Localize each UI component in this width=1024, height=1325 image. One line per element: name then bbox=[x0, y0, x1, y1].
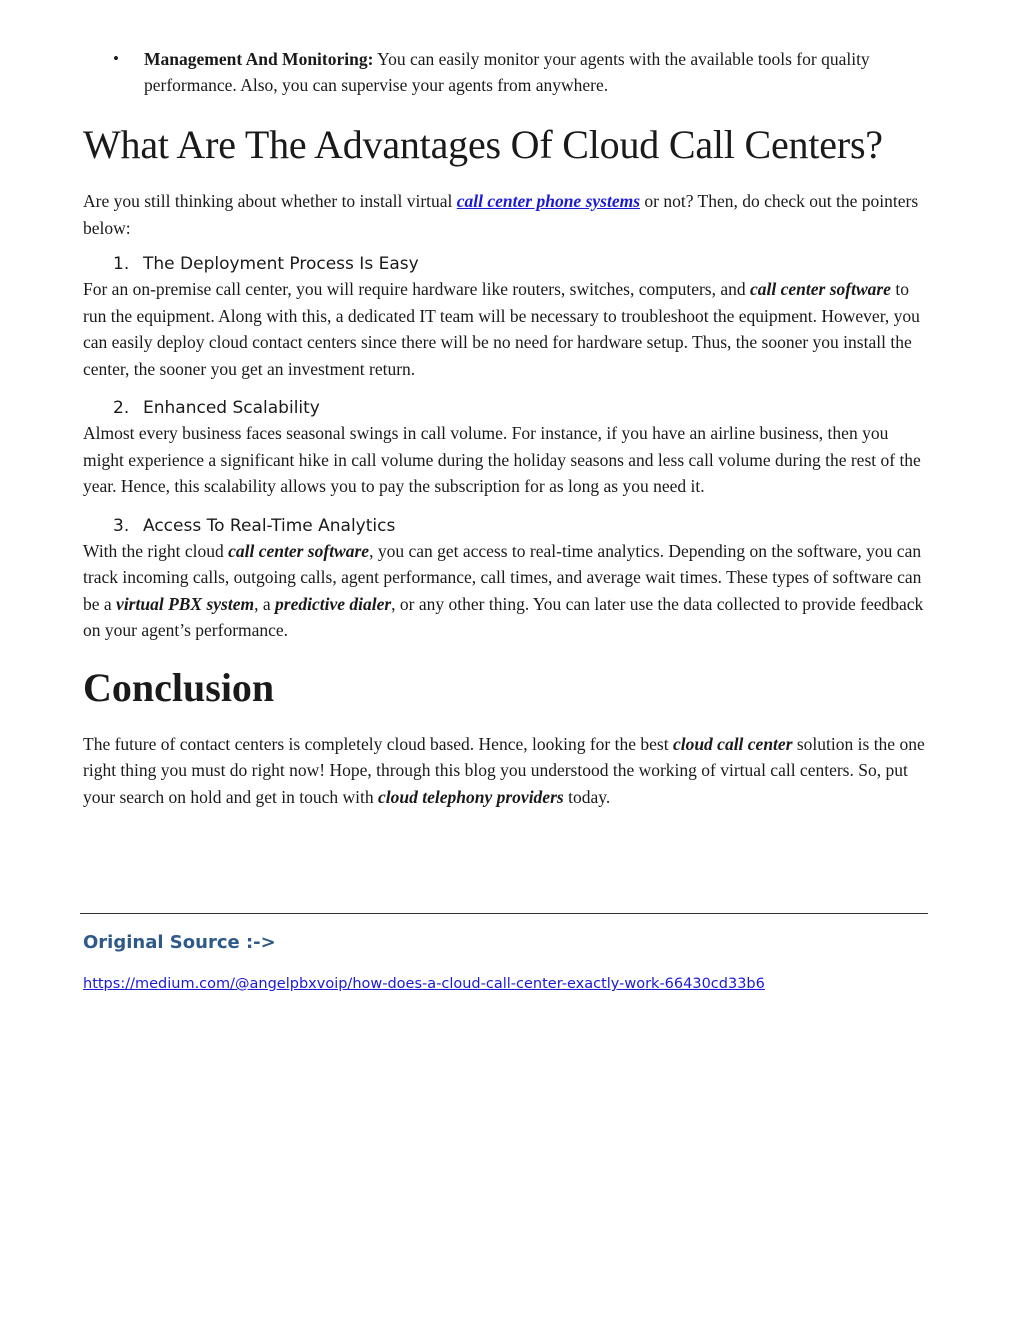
advantages-intro bbox=[83, 188, 929, 241]
item-3-bold-virtual-pbx: virtual PBX system bbox=[116, 593, 255, 614]
conclusion-text-b: solution is the one right thing you must do right now! Hope, through this blog you understood the working of virtual call centers. So, put your search on hold and get in touch with bbox=[83, 733, 925, 807]
conclusion-bold-cloud-call-center: cloud call center bbox=[672, 733, 793, 754]
conclusion-text-c: today. bbox=[563, 786, 611, 807]
item-3-bold-predictive-dialer: predictive dialer bbox=[275, 593, 392, 614]
bullet-label: Management And Monitoring: bbox=[144, 49, 374, 69]
item-2-body: Almost every business faces seasonal swings in call volume. For instance, if you have an airline business, then you might experience a significant hike in call volume during the holiday seasons and less call volume during the rest of the year. Hence, this scalability allows you to pay the subscription for as long as you need it. bbox=[83, 423, 921, 496]
item-3-text-b: , you can get access to real-time analytics. Depending on the software, you can track incoming calls, outgoing calls, agent performance, call times, and average wait times. These types of software can be a bbox=[83, 540, 922, 614]
advantages-heading: What Are The Advantages Of Cloud Call Centers? bbox=[83, 122, 883, 167]
item-1-number: 1. bbox=[113, 254, 130, 274]
item-2-title-text: Enhanced Scalability bbox=[143, 398, 320, 418]
intro-text-after: or not? Then, do check out the pointers below: bbox=[83, 191, 919, 238]
bullet-text: You can easily monitor your agents with the available tools for quality performance. Also, you can supervise your agents from anywhere. bbox=[144, 49, 870, 95]
item-1-bold-call-center-software: call center software bbox=[750, 279, 891, 299]
call-center-phone-systems-link[interactable]: call center phone systems bbox=[456, 191, 641, 211]
intro-text-before: Are you still thinking about whether to install virtual bbox=[83, 191, 457, 211]
item-3-text-c: , a bbox=[254, 593, 276, 614]
original-source-link[interactable]: https://medium.com/@angelpbxvoip/how-does-a-cloud-call-center-exactly-work-66430cd33b6 bbox=[83, 976, 765, 992]
item-3-text-a: With the right cloud bbox=[83, 540, 229, 561]
conclusion-body bbox=[83, 731, 929, 811]
item-1-title bbox=[83, 252, 929, 276]
item-1-text-a: For an on-premise call center, you will require hardware like routers, switches, computers, and bbox=[83, 279, 750, 299]
item-3-body bbox=[83, 538, 929, 644]
horizontal-divider bbox=[80, 913, 928, 914]
item-1-title-text: The Deployment Process Is Easy bbox=[143, 254, 419, 274]
item-3-text-d: , or any other thing. You can later use the data collected to provide feedback on your agent’s performance. bbox=[83, 593, 924, 640]
document-page bbox=[83, 46, 929, 810]
original-source-heading: Original Source :-> bbox=[83, 932, 276, 953]
conclusion-bold-cloud-telephony: cloud telephony providers bbox=[378, 786, 564, 807]
item-3-title-text: Access To Real-Time Analytics bbox=[143, 515, 396, 536]
item-1-body bbox=[83, 276, 929, 382]
bullet-management-monitoring bbox=[83, 46, 929, 98]
item-3-number: 3. bbox=[113, 515, 130, 536]
conclusion-text-a: The future of contact centers is completely cloud based. Hence, looking for the best bbox=[83, 733, 673, 754]
item-1-text-b: to run the equipment. Along with this, a dedicated IT team will be necessary to troubleshoot the equipment. However, you can easily deploy cloud contact centers since there will be no need for hardware setup. Thus, the sooner you install the center, the sooner you get an investment return. bbox=[83, 279, 920, 379]
item-2-number: 2. bbox=[113, 398, 130, 418]
item-3-bold-call-center-software: call center software bbox=[228, 540, 370, 561]
bullet-dot-icon: • bbox=[113, 49, 119, 68]
conclusion-heading: Conclusion bbox=[83, 664, 275, 710]
item-3-title bbox=[83, 514, 929, 538]
item-2-title bbox=[83, 396, 929, 420]
